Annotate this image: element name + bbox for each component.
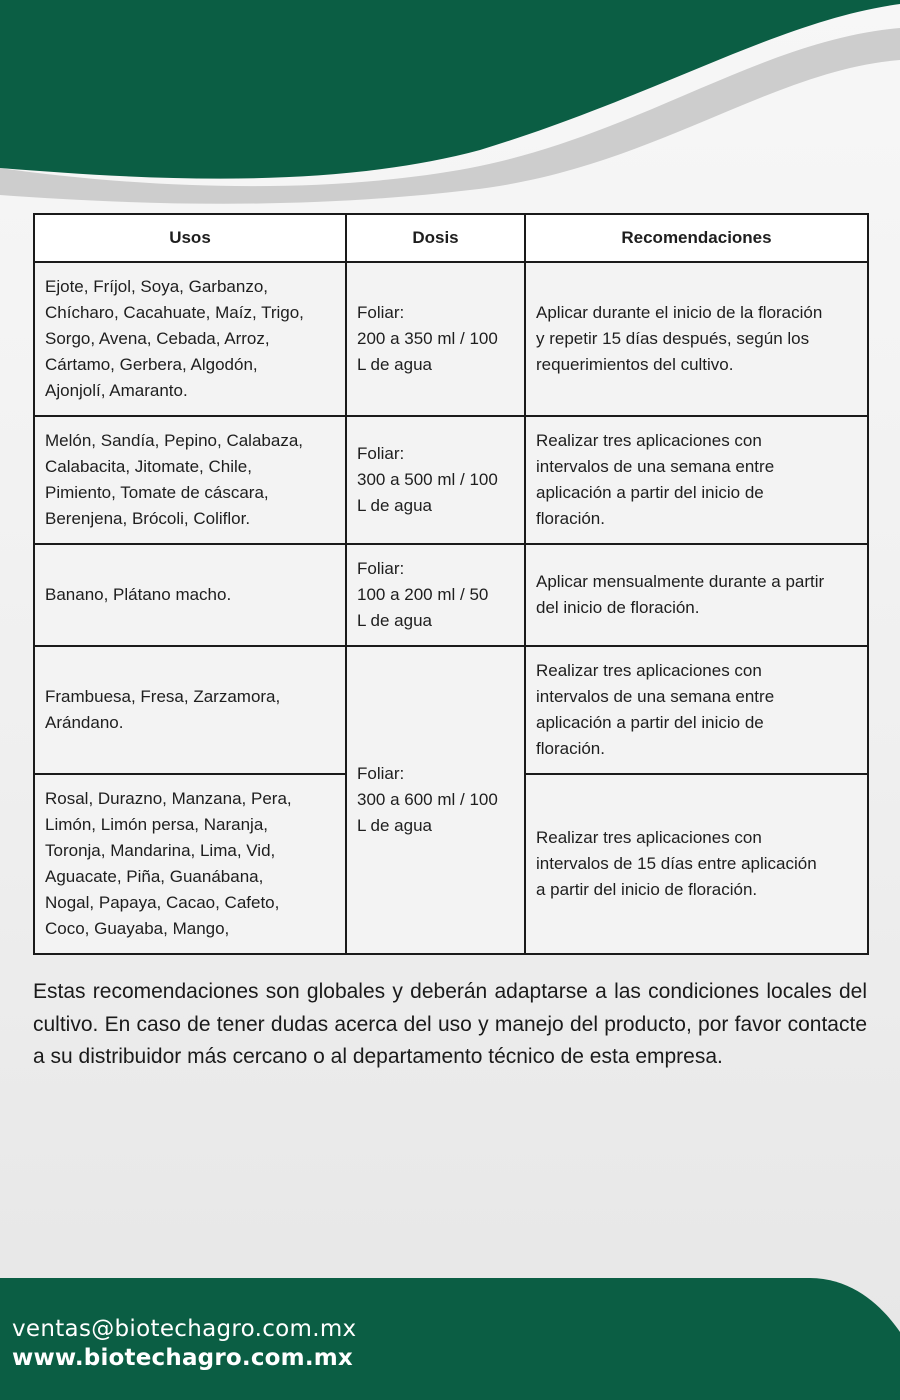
recomendacion-line: floración. (536, 739, 605, 758)
usos-line: Chícharo, Cacahuate, Maíz, Trigo, (45, 303, 304, 322)
recomendacion-line: Aplicar durante el inicio de la floración (536, 303, 823, 322)
dosis-line: Foliar: (357, 444, 405, 463)
usos-line: Calabacita, Jitomate, Chile, (45, 457, 252, 476)
dosis-line: L de agua (357, 355, 432, 374)
usos-cell (34, 262, 346, 416)
usos-line: Frambuesa, Fresa, Zarzamora, (45, 687, 281, 706)
dosage-table (33, 213, 869, 955)
table-row (34, 416, 868, 544)
dosis-line: 300 a 500 ml / 100 (357, 470, 498, 489)
usos-line: Banano, Plátano macho. (45, 585, 232, 604)
dosis-line: Foliar: (357, 303, 405, 322)
recomendacion-line: aplicación a partir del inicio de (536, 483, 764, 502)
usos-cell (34, 774, 346, 954)
table-row (34, 646, 868, 774)
dosis-line: 200 a 350 ml / 100 (357, 329, 498, 348)
table-row (34, 544, 868, 646)
recomendacion-line: Aplicar mensualmente durante a partir (536, 572, 825, 591)
header-dosis: Dosis (346, 214, 525, 262)
recomendacion-line: Realizar tres aplicaciones con (536, 828, 762, 847)
table-header-row (34, 214, 868, 262)
recomendacion-line: a partir del inicio de floración. (536, 880, 758, 899)
usos-line: Cártamo, Gerbera, Algodón, (45, 355, 258, 374)
usos-line: Arándano. (45, 713, 124, 732)
recomendaciones-cell (525, 262, 868, 416)
usos-line: Limón, Limón persa, Naranja, (45, 815, 269, 834)
recomendacion-line: intervalos de una semana entre (536, 687, 775, 706)
usos-cell (34, 646, 346, 774)
usos-line: Melón, Sandía, Pepino, Calabaza, (45, 431, 304, 450)
dosis-line: L de agua (357, 496, 432, 515)
recomendacion-line: intervalos de una semana entre (536, 457, 775, 476)
table-row (34, 262, 868, 416)
dosis-cell-merged (346, 646, 525, 954)
recomendacion-line: aplicación a partir del inicio de (536, 713, 764, 732)
recomendacion-line: Realizar tres aplicaciones con (536, 431, 762, 450)
usos-cell (34, 544, 346, 646)
dosis-line: 100 a 200 ml / 50 (357, 585, 489, 604)
recomendacion-line: intervalos de 15 días entre aplicación (536, 854, 817, 873)
dosis-line: L de agua (357, 611, 432, 630)
usos-line: Nogal, Papaya, Cacao, Cafeto, (45, 893, 280, 912)
dosis-line: L de agua (357, 816, 432, 835)
usos-line: Coco, Guayaba, Mango, (45, 919, 230, 938)
recomendacion-line: del inicio de floración. (536, 598, 700, 617)
usos-line: Ejote, Fríjol, Soya, Garbanzo, (45, 277, 268, 296)
header-recomendaciones: Recomendaciones (525, 214, 868, 262)
disclaimer-paragraph: Estas recomendaciones son globales y deberán adaptarse a las condiciones locales del cultivo. En caso de tener dudas acerca del uso y manejo del producto, por favor contacte a su distribuidor más cercano o al departamento técnico de esta empresa. (33, 980, 867, 1068)
recomendaciones-cell (525, 774, 868, 954)
usos-cell (34, 416, 346, 544)
recomendaciones-cell (525, 544, 868, 646)
contact-email[interactable]: ventas@biotechagro.com.mx (12, 1316, 357, 1342)
recomendacion-line: floración. (536, 509, 605, 528)
recomendacion-line: y repetir 15 días después, según los (536, 329, 810, 348)
recomendacion-line: Realizar tres aplicaciones con (536, 661, 762, 680)
usos-line: Berenjena, Brócoli, Coliflor. (45, 509, 251, 528)
usos-line: Aguacate, Piña, Guanábana, (45, 867, 264, 886)
header-usos: Usos (34, 214, 346, 262)
recomendaciones-cell (525, 416, 868, 544)
dosis-line: 300 a 600 ml / 100 (357, 790, 498, 809)
dosis-line: Foliar: (357, 559, 405, 578)
dosis-cell (346, 262, 525, 416)
recomendaciones-cell (525, 646, 868, 774)
usos-line: Rosal, Durazno, Manzana, Pera, (45, 789, 292, 808)
dosis-line: Foliar: (357, 764, 405, 783)
dosis-cell (346, 544, 525, 646)
contact-website[interactable]: www.biotechagro.com.mx (12, 1345, 353, 1371)
usos-line: Sorgo, Avena, Cebada, Arroz, (45, 329, 270, 348)
recomendacion-line: requerimientos del cultivo. (536, 355, 734, 374)
header-wave-decoration (0, 0, 900, 210)
usos-line: Toronja, Mandarina, Lima, Vid, (45, 841, 276, 860)
usos-line: Ajonjolí, Amaranto. (45, 381, 188, 400)
usos-line: Pimiento, Tomate de cáscara, (45, 483, 269, 502)
dosis-cell (346, 416, 525, 544)
